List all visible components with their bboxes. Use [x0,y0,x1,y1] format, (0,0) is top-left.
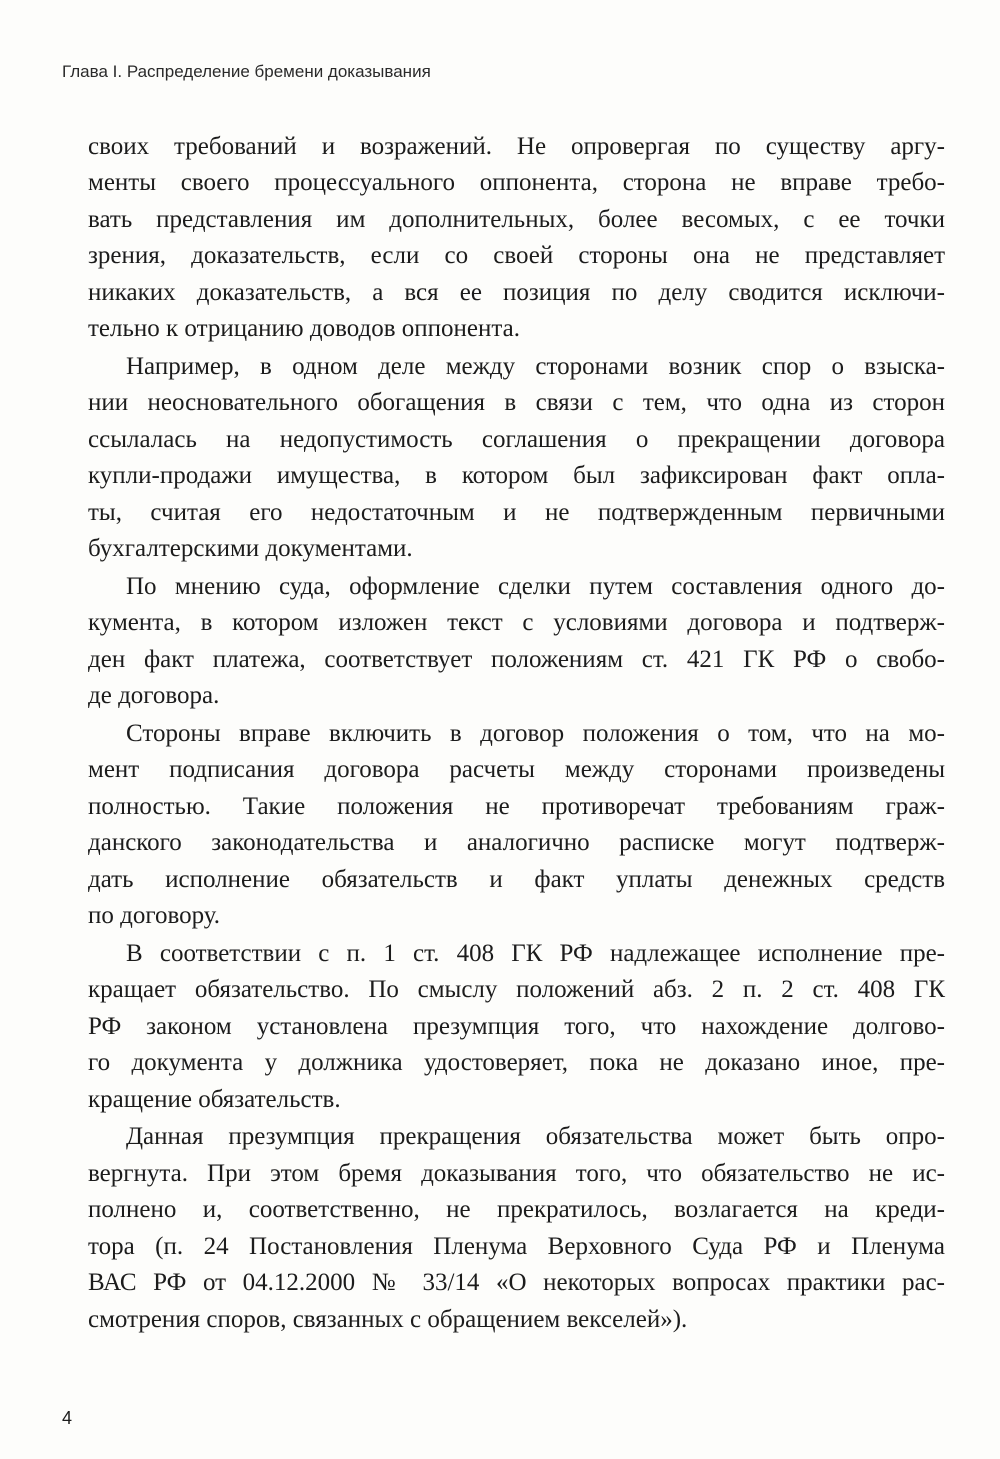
paragraph [88,1119,945,1337]
text-line: Например, в одном деле между сторонами возник спор о взыска- [126,352,945,380]
text-line: го документа у должника удостоверяет, пока не доказано иное, пре- [88,1049,945,1077]
text-line: кращает обязательство. По смыслу положений абз. 2 п. 2 ст. 408 ГК [88,976,945,1004]
text-line: ВАС РФ от 04.12.2000 № 33/14 «О некоторых вопросах практики рас- [88,1269,945,1297]
text-line: никаких доказательств, а вся ее позиция по делу сводится исключи- [88,278,945,306]
text-line: тора (п. 24 Постановления Пленума Верховного Суда РФ и Пленума [88,1232,945,1260]
paragraph [88,716,945,934]
paragraph [88,349,945,567]
text-line: смотрения споров, связанных с обращением векселей»). [88,1305,688,1333]
paragraph [88,569,945,715]
running-header: Глава I. Распределение бремени доказывания [62,62,431,81]
text-line: ден факт платежа, соответствует положениям ст. 421 ГК РФ о свобо- [88,645,945,673]
text-line: тельно к отрицанию доводов оппонента. [88,315,520,343]
text-line: вать представления им дополнительных, более весомых, с ее точки [88,205,945,233]
text-line: своих требований и возражений. Не опровергая по существу аргу- [88,133,945,160]
text-line: полностью. Такие положения не противоречат требованиям граж- [88,792,945,820]
text-line: купли-продажи имущества, в котором был зафиксирован факт опла- [88,462,945,490]
text-line: РФ законом установлена презумпция того, что нахождение долгово- [88,1012,945,1040]
text-line: Стороны вправе включить в договор положения о том, что на мо- [126,720,945,747]
text-line: вергнута. При этом бремя доказывания того, что обязательство не ис- [88,1159,945,1187]
text-line: по договору. [88,902,221,930]
text-line: полнено и, соответственно, не прекратилось, возлагается на креди- [88,1196,945,1224]
paragraph [88,129,945,347]
page-number: 4 [62,1408,73,1428]
text-line: В соответствии с п. 1 ст. 408 ГК РФ надлежащее исполнение пре- [126,939,945,967]
text-line: ты, считая его недостаточным и не подтвержденным первичными [88,498,945,526]
text-line: мент подписания договора расчеты между сторонами произведены [88,756,945,784]
text-line: дать исполнение обязательств и факт уплаты денежных средств [88,865,945,893]
text-line: ссылалась на недопустимость соглашения о прекращении договора [88,425,945,453]
text-line: менты своего процессуального оппонента, сторона не вправе требо- [88,169,945,197]
text-line: кумента, в котором изложен текст с условиями договора и подтверж- [88,609,945,637]
text-line: бухгалтерскими документами. [88,534,413,562]
text-line: данского законодательства и аналогично расписке могут подтверж- [88,829,945,857]
text-line: кращение обязательств. [88,1085,341,1113]
paragraph [88,936,945,1118]
text-line: Данная презумпция прекращения обязательства может быть опро- [126,1123,945,1151]
body-text [88,129,945,1339]
text-line: По мнению суда, оформление сделки путем составления одного до- [126,572,945,600]
text-line: зрения, доказательств, если со своей стороны она не представляет [88,242,945,270]
text-line: де договора. [88,682,220,710]
text-line: нии неосновательного обогащения в связи с тем, что одна из сторон [88,389,945,417]
